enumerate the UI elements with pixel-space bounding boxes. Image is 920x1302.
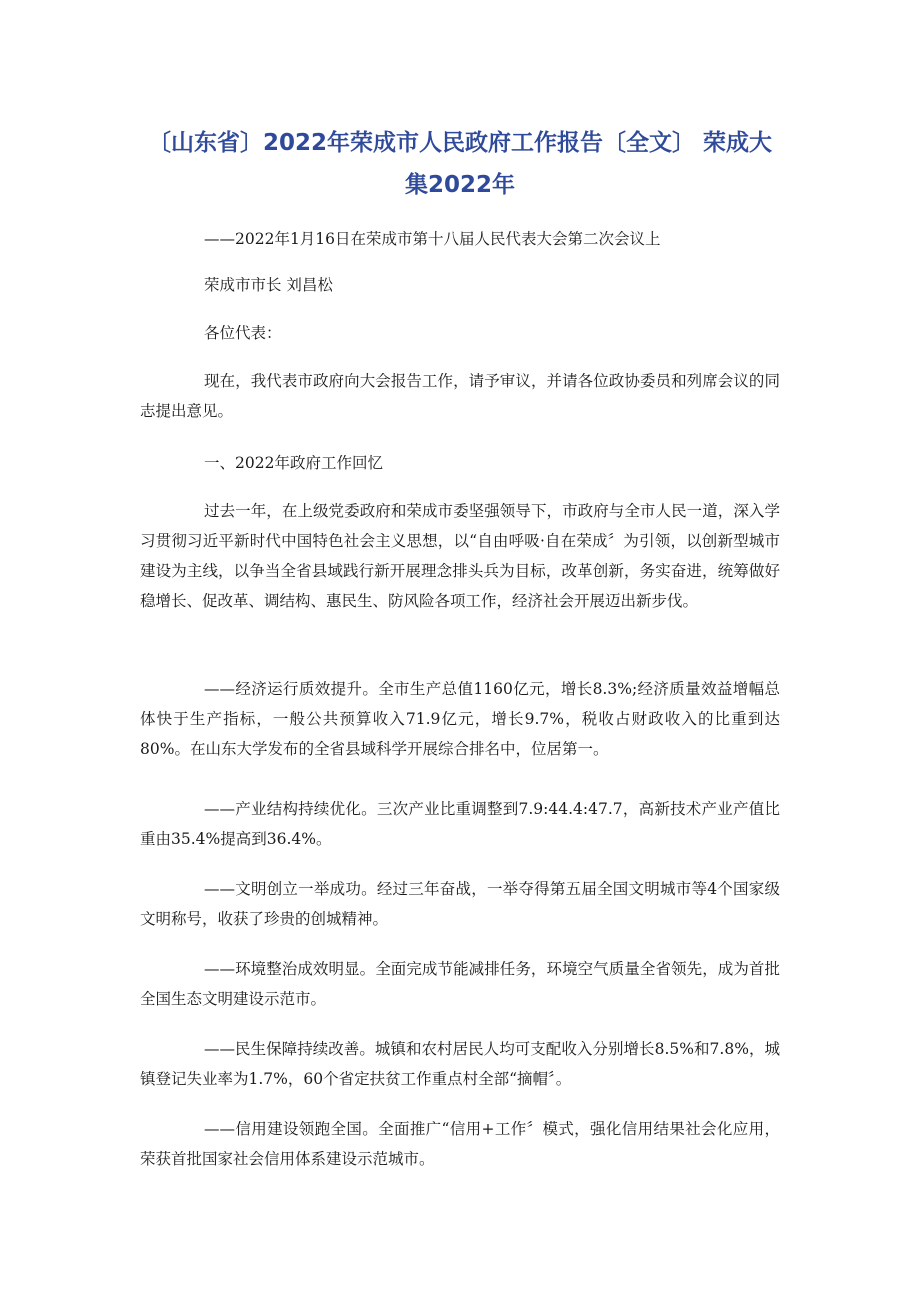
review-paragraph: 过去一年，在上级党委政府和荣成市委坚强领导下，市政府与全市人民一道，深入学习贯彻习近平新时代中国特色社会主义思想，以“自由呼吸·自在荣成〞为引领，以创新型城市建设为主线，以争当全省县域践行新开展理念排头兵为目标，改革创新，务实奋进，统筹做好稳增长、促改革、调结构、惠民生、防风险各项工作，经济社会开展迈出新步伐。: [140, 502, 780, 610]
livelihood-paragraph: ——民生保障持续改善。城镇和农村居民人均可支配收入分别增长8.5%和7.8%，城镇登记失业率为1.7%，60个省定扶贫工作重点村全部“摘帽〞。: [140, 1040, 780, 1088]
industry-paragraph: ——产业结构持续优化。三次产业比重调整到7.9:44.4:47.7，高新技术产业产值比重由35.4%提高到36.4%。: [140, 800, 780, 848]
credit-paragraph: ——信用建设领跑全国。全面推广“信用+工作〞模式，强化信用结果社会化应用，荣获首批国家社会信用体系建设示范城市。: [140, 1120, 780, 1168]
intro-paragraph: 现在，我代表市政府向大会报告工作，请予审议，并请各位政协委员和列席会议的同志提出意见。: [140, 372, 780, 420]
salutation: 各位代表：: [204, 324, 282, 342]
document-title: 〔山东省〕2022年荣成市人民政府工作报告〔全文〕 荣成大集2022年: [147, 130, 773, 198]
civilization-paragraph: ——文明创立一举成功。经过三年奋战，一举夺得第五届全国文明城市等4个国家级文明称号，收获了珍贵的创城精神。: [140, 880, 780, 928]
environment-paragraph: ——环境整治成效明显。全面完成节能减排任务，环境空气质量全省领先，成为首批全国生态文明建设示范市。: [140, 960, 780, 1008]
economy-paragraph: ——经济运行质效提升。全市生产总值1160亿元，增长8.3%;经济质量效益增幅总体快于生产指标，一般公共预算收入71.9亿元，增长9.7%，税收占财政收入的比重到达80%。在山东大学发布的全省县域科学开展综合排名中，位居第一。: [140, 680, 780, 758]
meeting-subtitle: ——2022年1月16日在荣成市第十八届人民代表大会第二次会议上: [204, 230, 661, 248]
speaker-line: 荣成市市长 刘昌松: [204, 276, 333, 294]
section-heading: 一、2022年政府工作回忆: [204, 454, 383, 472]
